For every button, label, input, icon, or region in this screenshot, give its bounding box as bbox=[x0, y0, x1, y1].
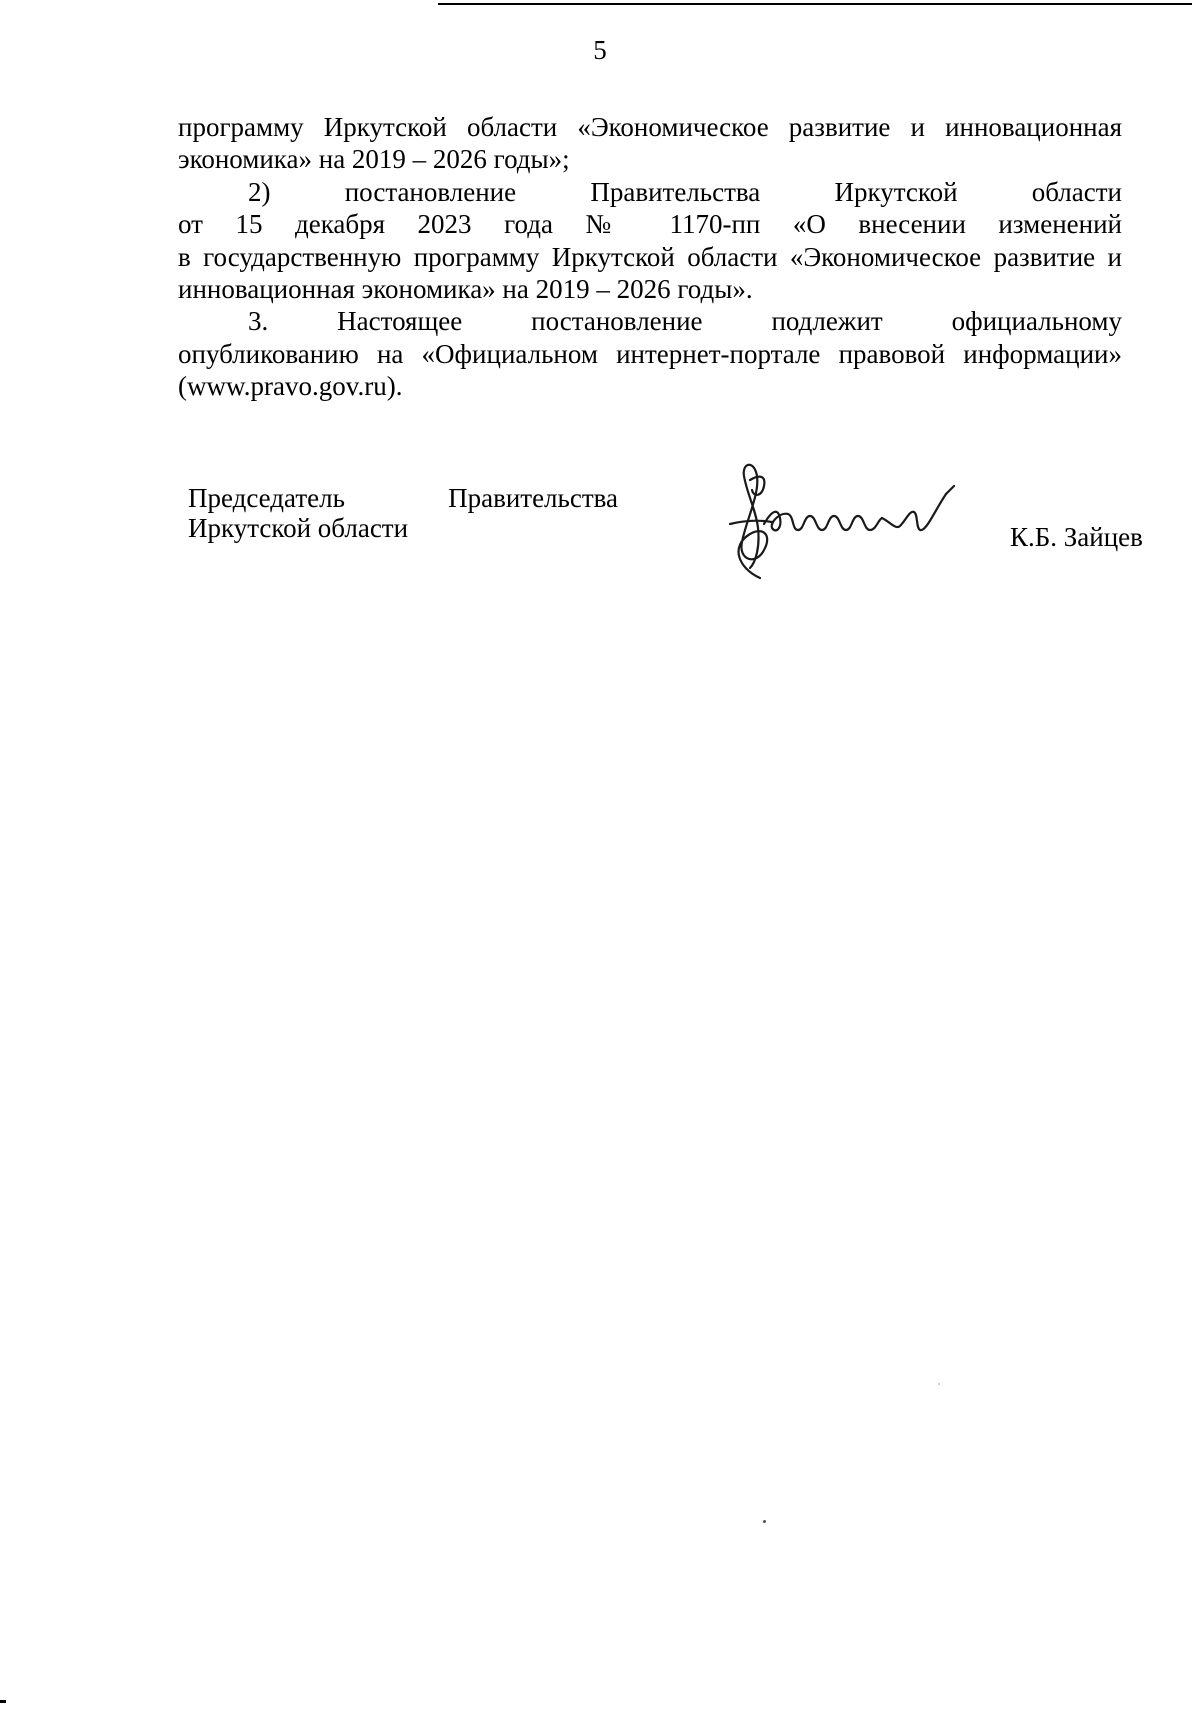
paragraph-item-2 bbox=[178, 176, 1122, 208]
paragraph-continuation: программу Иркутской области «Экономическое развитие и инновационная экономика» на 2019 – 2026 годы»; bbox=[178, 112, 1122, 175]
top-border-line bbox=[438, 3, 1192, 5]
paragraph-item-3-line-1: 3. Настоящее постановление подлежит официальному bbox=[248, 306, 1122, 337]
paragraph-item-3-cont bbox=[178, 338, 1122, 403]
signatory-position-line-2: Иркутской области bbox=[188, 513, 409, 543]
paragraph-item-3 bbox=[178, 305, 1122, 337]
paragraph-item-2-line-2: от 15 декабря 2023 года № 1170-пп «О внесении изменений bbox=[178, 209, 1122, 240]
page-number: 5 bbox=[593, 35, 607, 65]
paragraph-item-3-rest: опубликованию на «Официальном интернет-портале правовой информации» (www.pravo.gov.ru). bbox=[178, 338, 1122, 402]
document-body bbox=[178, 111, 1122, 403]
paragraph-item-2-cont bbox=[178, 208, 1122, 305]
paragraph-item-2-rest: в государственную программу Иркутской области «Экономическое развитие и инновационная экономика» на 2019 – 2026 годы». bbox=[178, 241, 1122, 305]
scan-speck bbox=[763, 1520, 766, 1523]
scan-speck bbox=[938, 1383, 940, 1385]
signatory-position-line-1: Председатель Правительства bbox=[188, 483, 618, 513]
signer-name: К.Б. Зайцев bbox=[1010, 522, 1143, 552]
signatory-position bbox=[188, 483, 618, 543]
paragraph-item-2-line-1: 2) постановление Правительства Иркутской области bbox=[248, 176, 1122, 207]
handwritten-signature bbox=[720, 450, 960, 590]
scan-edge-mark bbox=[0, 1700, 6, 1703]
